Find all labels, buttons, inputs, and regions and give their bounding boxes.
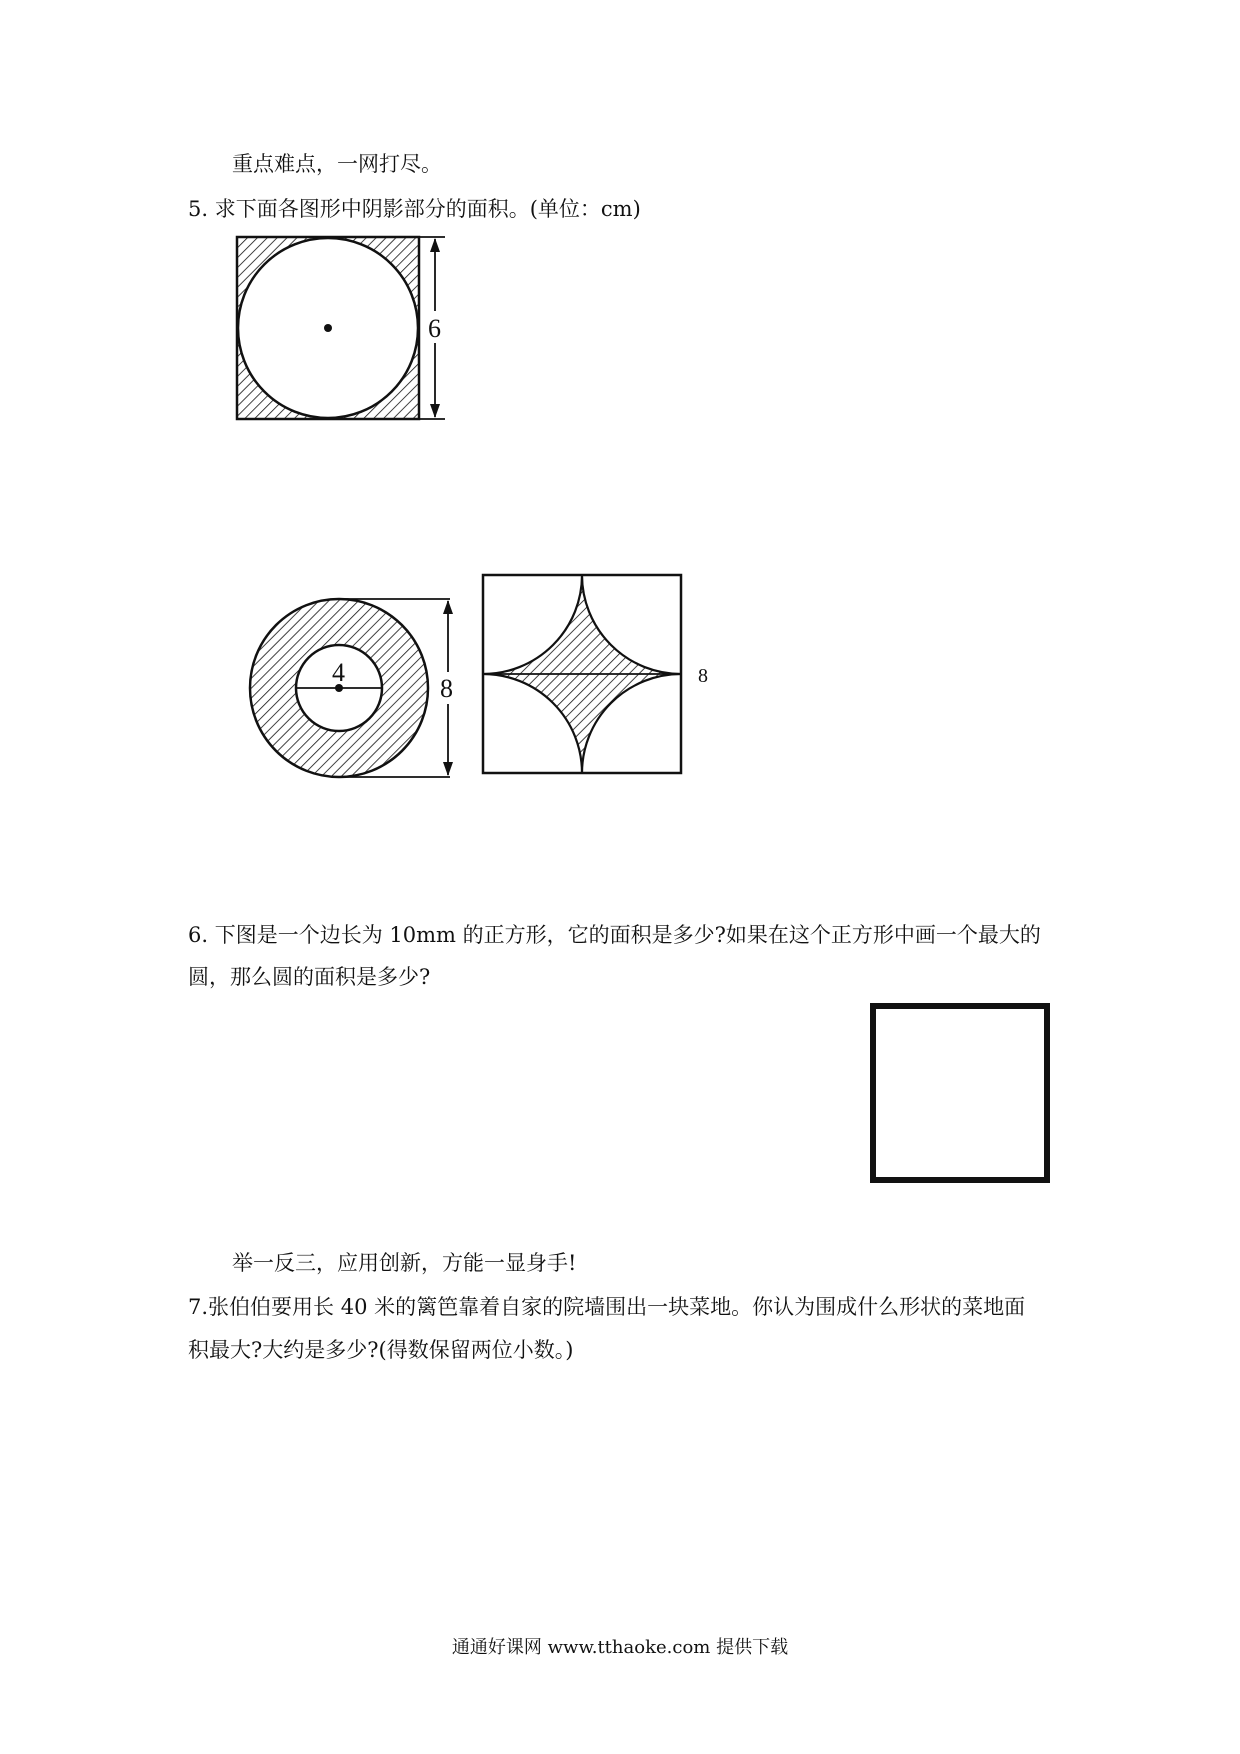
figure-circle-in-square [220, 225, 460, 425]
figure-a-label: 6 [428, 314, 441, 343]
question-7-line-2: 积最大?大约是多少?(得数保留两位小数。) [188, 1338, 574, 1362]
section-heading-application: 举一反三，应用创新，方能一显身手! [232, 1251, 577, 1275]
figure-b-inner-label: 4 [332, 658, 345, 687]
section-heading-key-points: 重点难点，一网打尽。 [232, 152, 442, 176]
figure-ring [240, 590, 470, 790]
question-6-line-1: 6. 下图是一个边长为 10mm 的正方形，它的面积是多少?如果在这个正方形中画一个最大的 [188, 923, 1041, 947]
square-10mm [870, 1003, 1050, 1183]
question-6-line-2: 圆，那么圆的面积是多少? [188, 965, 431, 989]
footer-credit: 通通好课网 www.tthaoke.com 提供下载 [451, 1637, 789, 1658]
figure-c-label: 8 [698, 665, 708, 687]
figure-square-quarter-circles [470, 565, 730, 785]
question-5-text: 5. 求下面各图形中阴影部分的面积。(单位：cm) [188, 197, 641, 221]
figure-b-outer-label: 8 [440, 674, 453, 703]
question-7-line-1: 7.张伯伯要用长 40 米的篱笆靠着自家的院墙围出一块菜地。你认为围成什么形状的菜地面 [188, 1295, 1026, 1319]
